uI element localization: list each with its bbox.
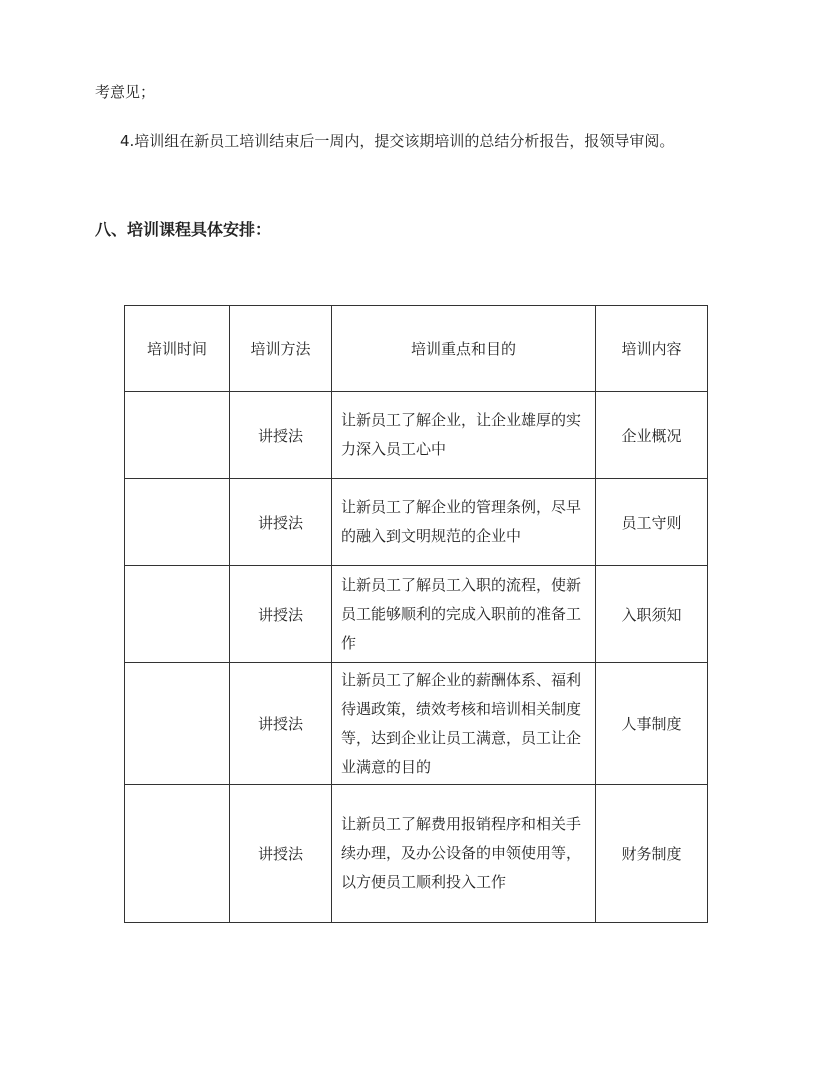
cell-content: 人事制度 <box>596 663 708 785</box>
header-training-time: 培训时间 <box>125 306 230 392</box>
cell-goal: 让新员工了解企业，让企业雄厚的实力深入员工心中 <box>332 392 596 479</box>
table-row <box>125 479 708 566</box>
cell-goal: 让新员工了解企业的薪酬体系、福利待遇政策，绩效考核和培训相关制度等，达到企业让员工满意，员工让企业满意的目的 <box>332 663 596 785</box>
table-row <box>125 663 708 785</box>
cell-goal: 让新员工了解费用报销程序和相关手续办理，及办公设备的申领使用等，以方便员工顺利投入工作 <box>332 785 596 923</box>
cell-content: 入职须知 <box>596 566 708 663</box>
table-header-row <box>125 306 708 392</box>
section-heading: 八、培训课程具体安排： <box>95 220 272 239</box>
cell-time <box>125 392 230 479</box>
header-training-method: 培训方法 <box>230 306 332 392</box>
cell-content: 企业概况 <box>596 392 708 479</box>
paragraph-line-2: 4.培训组在新员工培训结束后一周内，提交该期培训的总结分析报告，报领导审阅。 <box>120 132 675 150</box>
training-schedule-table <box>124 305 708 923</box>
cell-method: 讲授法 <box>230 566 332 663</box>
cell-goal: 让新员工了解员工入职的流程，使新员工能够顺利的完成入职前的准备工作 <box>332 566 596 663</box>
header-training-content: 培训内容 <box>596 306 708 392</box>
header-training-goal: 培训重点和目的 <box>332 306 596 392</box>
cell-goal: 让新员工了解企业的管理条例，尽早的融入到文明规范的企业中 <box>332 479 596 566</box>
cell-method: 讲授法 <box>230 785 332 923</box>
paragraph-line-1: 考意见； <box>95 83 156 101</box>
table-row <box>125 392 708 479</box>
cell-time <box>125 566 230 663</box>
cell-time <box>125 785 230 923</box>
table-row <box>125 566 708 663</box>
cell-content: 员工守则 <box>596 479 708 566</box>
cell-content: 财务制度 <box>596 785 708 923</box>
cell-time <box>125 479 230 566</box>
cell-method: 讲授法 <box>230 663 332 785</box>
cell-time <box>125 663 230 785</box>
table-row <box>125 785 708 923</box>
cell-method: 讲授法 <box>230 392 332 479</box>
cell-method: 讲授法 <box>230 479 332 566</box>
